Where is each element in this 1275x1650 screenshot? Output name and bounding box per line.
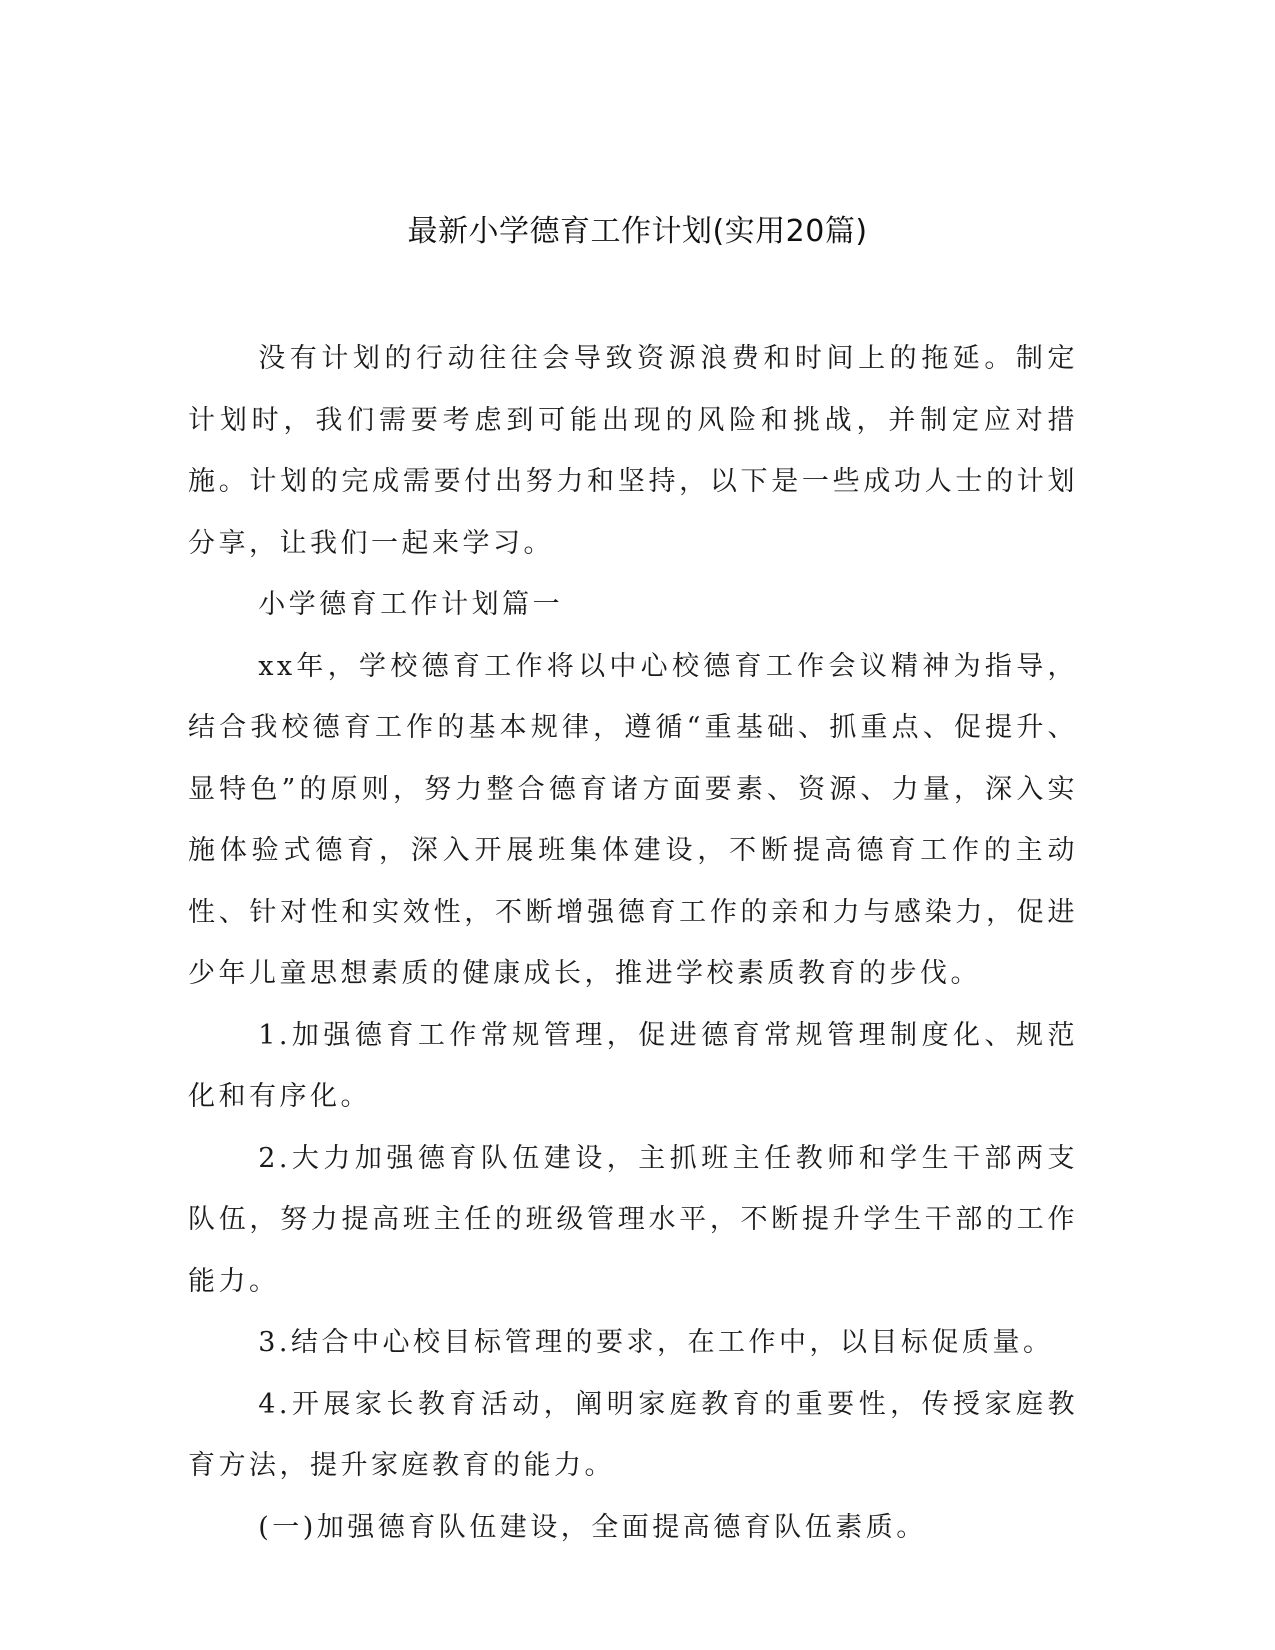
list-item-3: 3.结合中心校目标管理的要求，在工作中，以目标促质量。 bbox=[258, 1327, 1054, 1358]
list-item-4: 4.开展家长教育活动，阐明家庭教育的重要性，传授家庭教育方法，提升家庭教育的能力。 bbox=[188, 1388, 1078, 1481]
intro-paragraph: 没有计划的行动往往会导致资源浪费和时间上的拖延。制定计划时，我们需要考虑到可能出现的风险和挑战，并制定应对措施。计划的完成需要付出努力和坚持，以下是一些成功人士的计划分享，让我们一起来学习。 bbox=[188, 343, 1078, 559]
document-title: 最新小学德育工作计划(实用20篇) bbox=[407, 214, 868, 249]
list-item-2: 2.大力加强德育队伍建设，主抓班主任教师和学生干部两支队伍，努力提高班主任的班级管理水平，不断提升学生干部的工作能力。 bbox=[188, 1142, 1078, 1297]
section-heading: 小学德育工作计划篇一 bbox=[258, 589, 564, 620]
list-item-1: 1.加强德育工作常规管理，促进德育常规管理制度化、规范化和有序化。 bbox=[188, 1019, 1078, 1112]
body-paragraph: xx年，学校德育工作将以中心校德育工作会议精神为指导，结合我校德育工作的基本规律，遵循“重基础、抓重点、促提升、显特色”的原则，努力整合德育诸方面要素、资源、力量，深入实施体验式德育，深入开展班集体建设，不断提高德育工作的主动性、针对性和实效性，不断增强德育工作的亲和力与感染力，促进少年儿童思想素质的健康成长，推进学校素质教育的步伐。 bbox=[188, 650, 1078, 989]
subsection-heading: (一)加强德育队伍建设，全面提高德育队伍素质。 bbox=[258, 1511, 927, 1543]
document-body bbox=[188, 328, 1078, 1558]
